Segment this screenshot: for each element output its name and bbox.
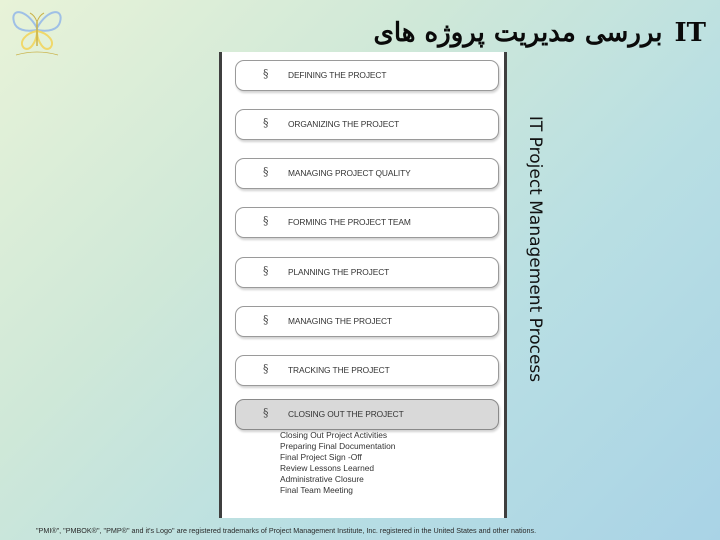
section-bullet-icon: § [263, 406, 269, 419]
closing-subitems-list [280, 430, 500, 496]
vertical-caption-text: IT Project Management Process [525, 115, 545, 383]
section-bullet-icon: § [263, 362, 269, 375]
slide-title [146, 10, 706, 56]
closing-subitem: Administrative Closure [280, 474, 364, 484]
process-step [235, 207, 499, 238]
vertical-caption [524, 52, 546, 446]
butterfly-icon [6, 2, 68, 60]
slide-title-persian: بررسی مدیریت پروژه های [373, 18, 663, 48]
process-diagram-panel [219, 52, 507, 518]
closing-subitem: Final Project Sign -Off [280, 452, 362, 462]
section-bullet-icon: § [263, 214, 269, 227]
section-bullet-icon: § [263, 67, 269, 80]
section-bullet-icon: § [263, 264, 269, 277]
closing-subitem: Closing Out Project Activities [280, 430, 388, 440]
process-step-label: MANAGING THE PROJECT [288, 316, 392, 326]
closing-subitem: Review Lessons Learned [280, 463, 375, 473]
process-step [235, 399, 499, 430]
process-step-label: TRACKING THE PROJECT [288, 365, 390, 375]
process-step [235, 257, 499, 288]
process-step-label: DEFINING THE PROJECT [288, 70, 387, 80]
section-bullet-icon: § [263, 116, 269, 129]
process-step [235, 158, 499, 189]
process-step-label: FORMING THE PROJECT TEAM [288, 217, 411, 227]
process-step-label: PLANNING THE PROJECT [288, 267, 390, 277]
process-step [235, 306, 499, 337]
process-step-label: CLOSING OUT THE PROJECT [288, 409, 404, 419]
process-step [235, 60, 499, 91]
section-bullet-icon: § [263, 313, 269, 326]
process-step-label: MANAGING PROJECT QUALITY [288, 168, 411, 178]
trademark-footer: "PMI®", "PMBOK®", "PMP®" and it's Logo" are registered trademarks of Project Management Institute, Inc. registered in the United States and other nations. [36, 526, 537, 535]
process-step [235, 355, 499, 386]
butterfly-logo [6, 2, 68, 60]
closing-subitem: Final Team Meeting [280, 485, 353, 495]
slide-title-it: IT [674, 18, 706, 48]
process-step-label: ORGANIZING THE PROJECT [288, 119, 400, 129]
process-step [235, 109, 499, 140]
closing-subitem: Preparing Final Documentation [280, 441, 396, 451]
section-bullet-icon: § [263, 165, 269, 178]
